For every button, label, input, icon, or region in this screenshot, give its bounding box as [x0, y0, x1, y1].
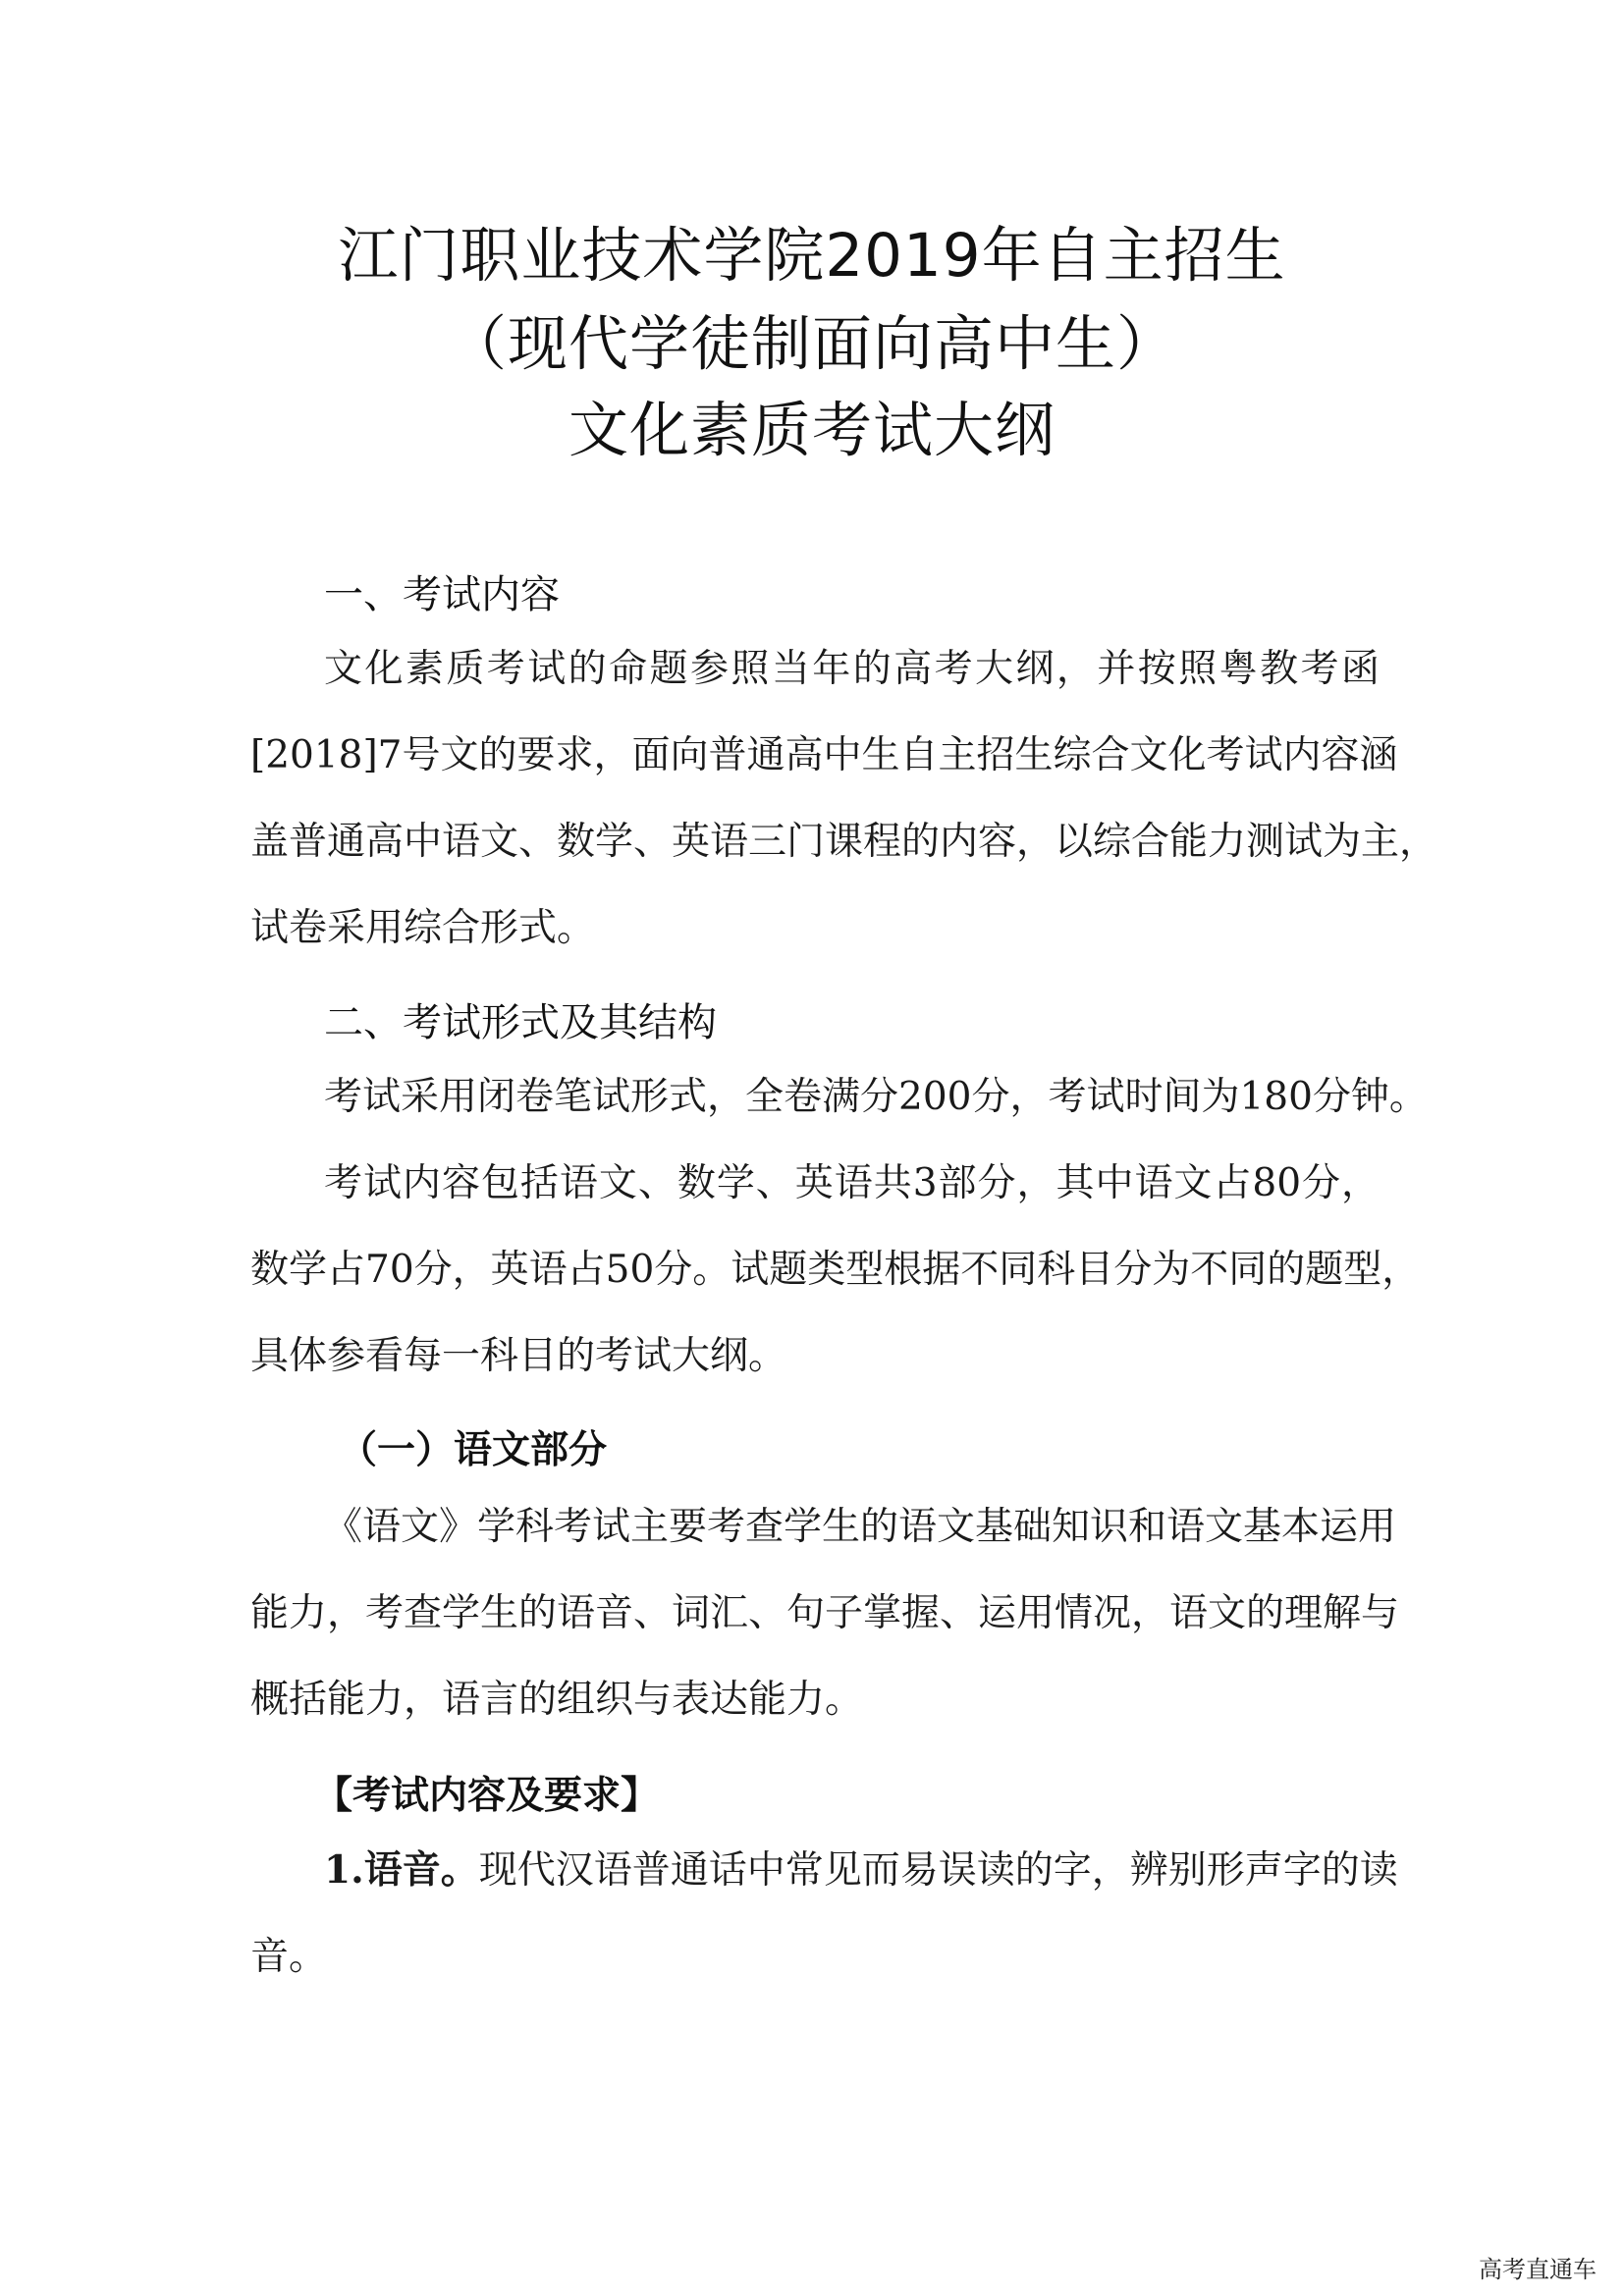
section-2-para-2-line-2: 数学占70分，英语占50分。试题类型根据不同科目分为不同的题型，: [250, 1248, 1421, 1292]
item-1-label: 1.语音。: [324, 1847, 479, 1893]
section-1-heading: 一、考试内容: [324, 572, 560, 617]
item-1-line-1: [324, 1847, 1398, 1893]
section-2-heading: 二、考试形式及其结构: [324, 1000, 717, 1045]
section-2-para-2-line-1: 考试内容包括语文、数学、英语共3部分，其中语文占80分，: [324, 1161, 1380, 1205]
chinese-line-3: 概括能力，语言的组织与表达能力。: [250, 1678, 864, 1722]
requirements-heading: 【考试内容及要求】: [314, 1773, 660, 1818]
watermark: 高考直通车: [1479, 2250, 1597, 2284]
document-title-line-2: （现代学徒制面向高中生）: [446, 309, 1177, 379]
section-1-line-3: 盖普通高中语文、数学、英语三门课程的内容，以综合能力测试为主，: [250, 820, 1438, 864]
section-1-line-1: 文化素质考试的命题参照当年的高考大纲，并按照粤教考函: [324, 647, 1380, 691]
section-1-line-4: 试卷采用综合形式。: [250, 906, 596, 950]
item-1-line-2: 音。: [250, 1935, 328, 1979]
chinese-line-1: 《语文》学科考试主要考查学生的语文基础知识和语文基本运用: [324, 1505, 1397, 1549]
section-2-para-1: 考试采用闭卷笔试形式，全卷满分200分，考试时间为180分钟。: [324, 1075, 1428, 1119]
item-1-text: 现代汉语普通话中常见而易误读的字，辨别形声字的读: [478, 1848, 1398, 1893]
document-title-line-3: 文化素质考试大纲: [568, 396, 1056, 465]
chinese-line-2: 能力，考查学生的语音、词汇、句子掌握、运用情况，语文的理解与: [250, 1591, 1400, 1635]
section-2-para-2-line-3: 具体参看每一科目的考试大纲。: [250, 1334, 787, 1378]
subsection-chinese-heading: （一）语文部分: [339, 1427, 608, 1472]
document-title-line-1: 江门职业技术学院2019年自主招生: [338, 221, 1286, 291]
section-1-line-2: [2018]7号文的要求，面向普通高中生自主招生综合文化考试内容涵: [250, 733, 1398, 777]
